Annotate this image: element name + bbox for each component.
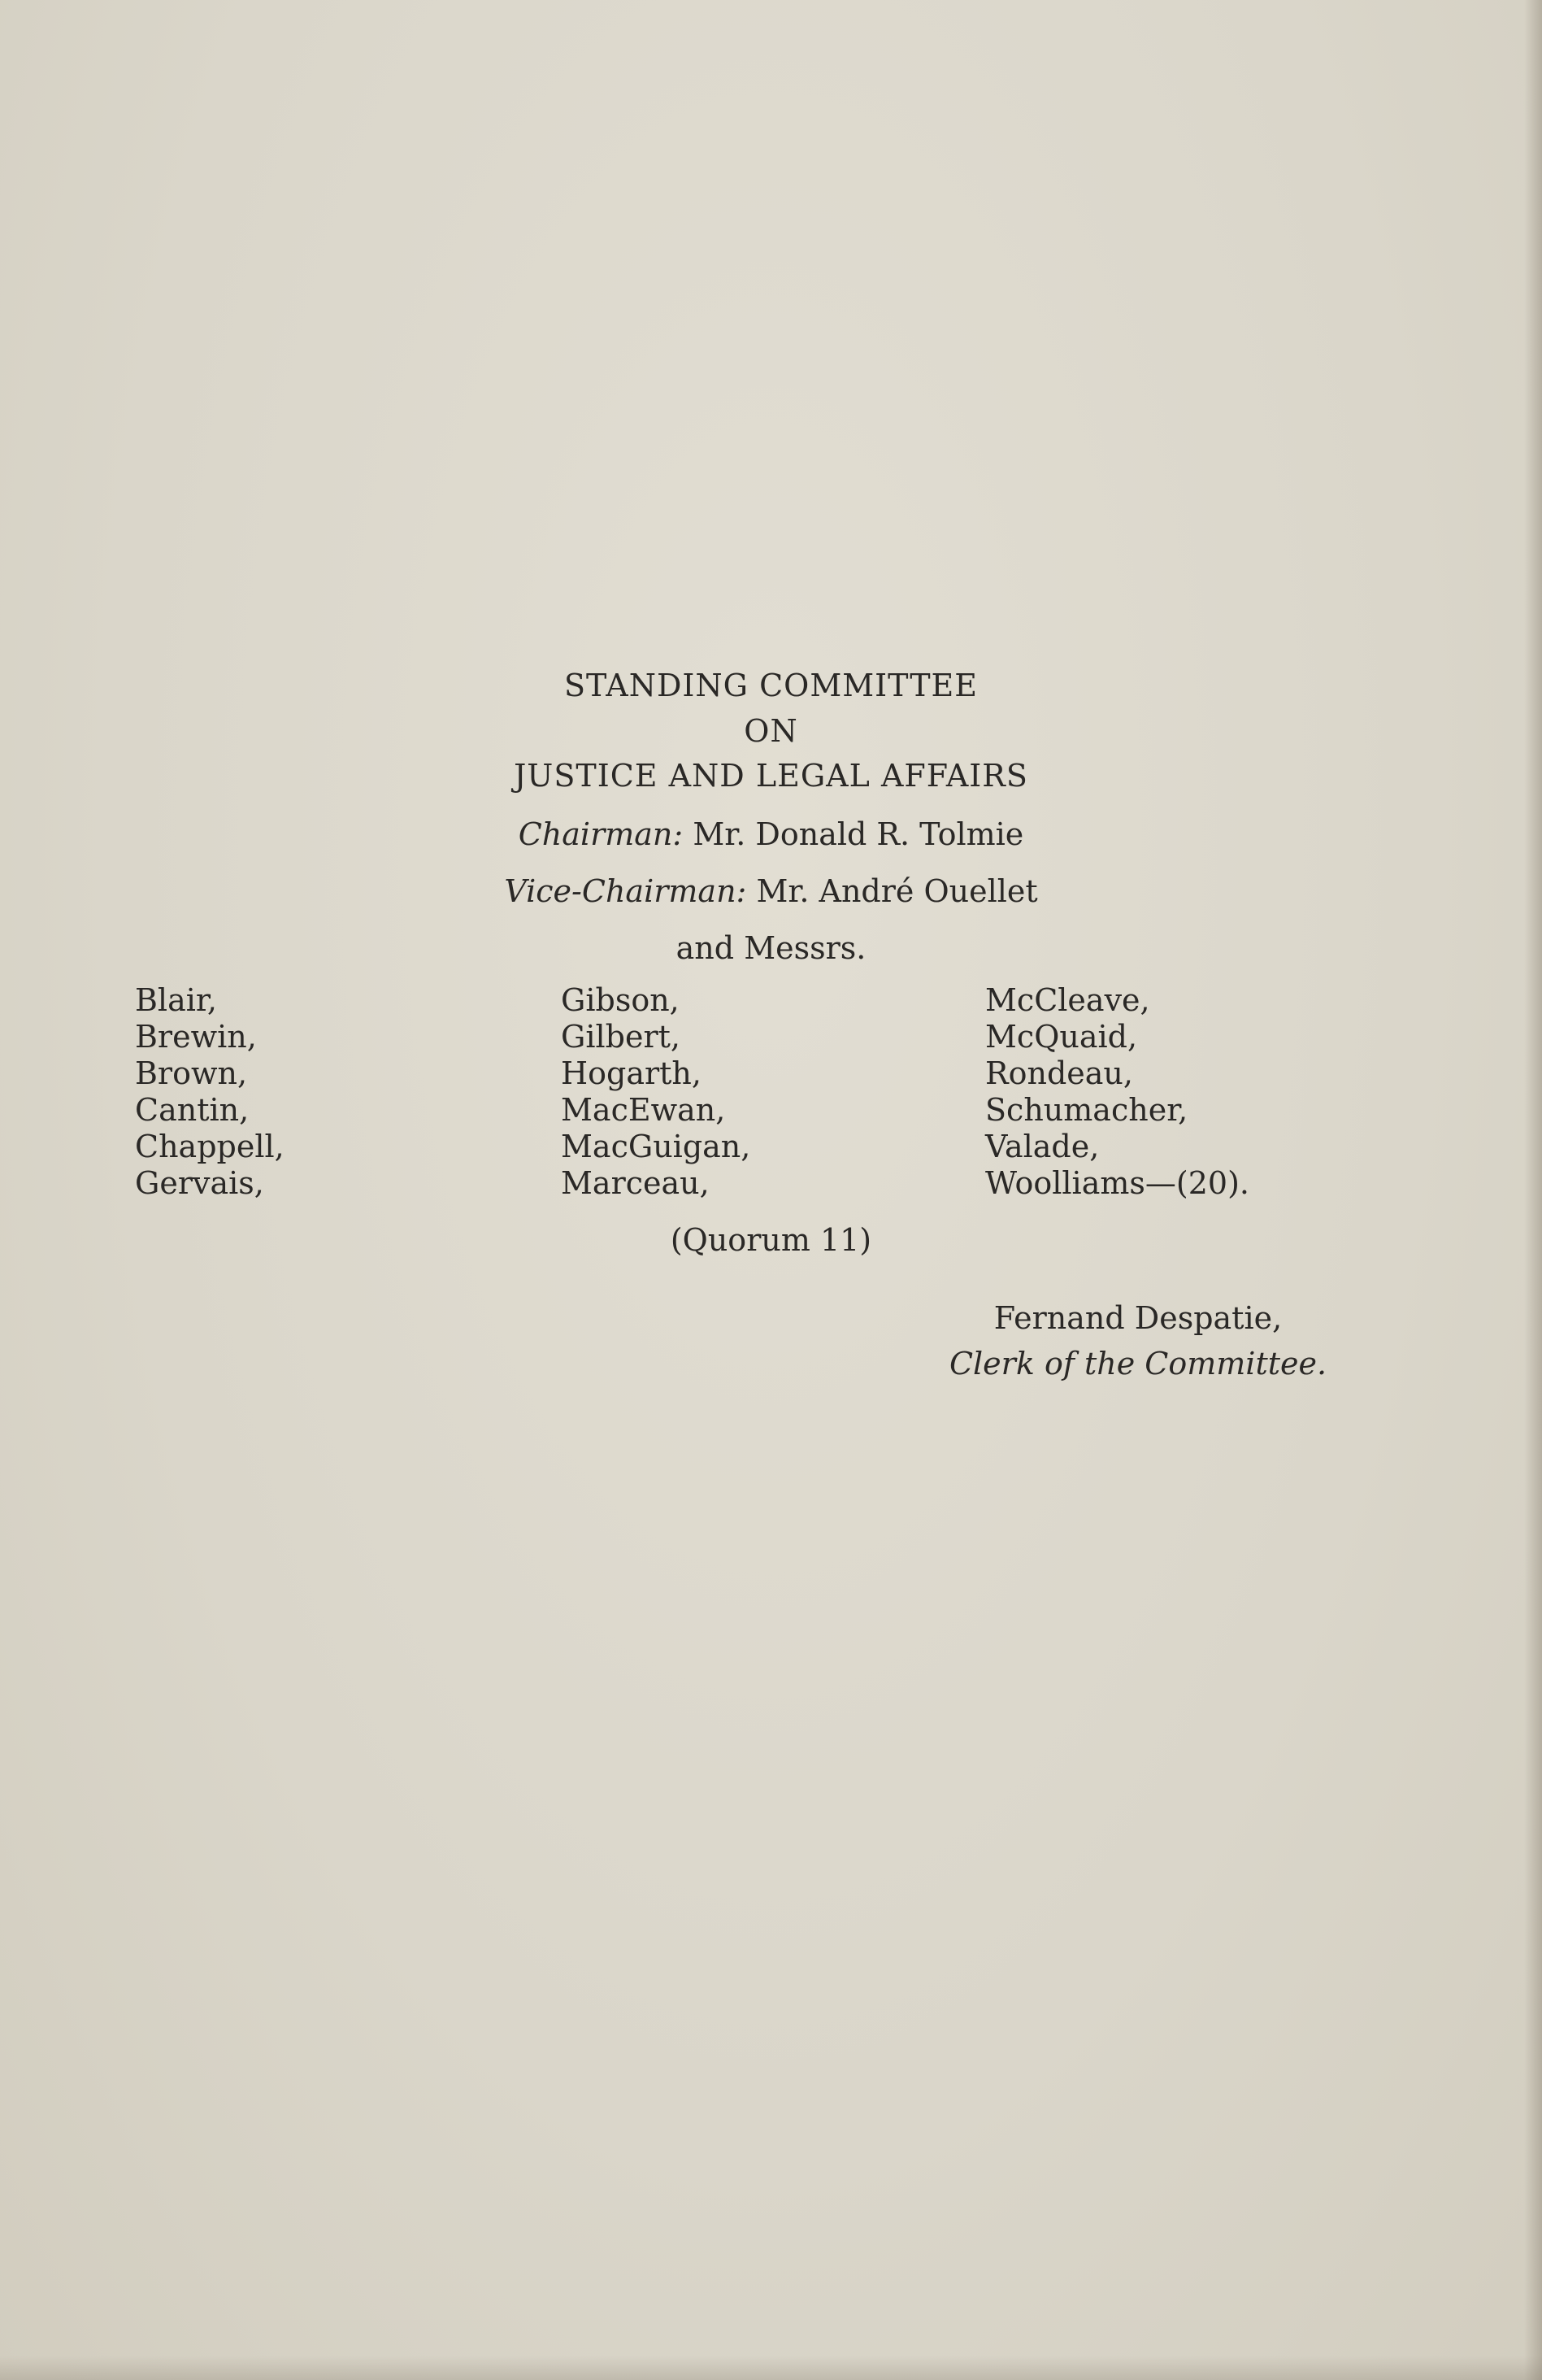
vice-chairman-name: Mr. André Ouellet bbox=[756, 873, 1038, 909]
chairman-line bbox=[0, 816, 1542, 852]
clerk-signature-block bbox=[935, 1295, 1341, 1386]
member-name: Brown, bbox=[135, 1055, 248, 1091]
member-name: Woolliams—(20). bbox=[985, 1165, 1249, 1201]
heading-line-3: JUSTICE AND LEGAL AFFAIRS bbox=[514, 758, 1028, 794]
member-name: Blair, bbox=[135, 982, 217, 1018]
heading-line-2: ON bbox=[744, 713, 798, 749]
page-bottom-shadow bbox=[0, 2356, 1542, 2380]
members-column-3 bbox=[985, 982, 1249, 1202]
vice-chairman-line bbox=[0, 873, 1542, 909]
clerk-title: Clerk of the Committee. bbox=[949, 1346, 1327, 1381]
page-edge-shadow bbox=[1524, 0, 1542, 2380]
member-name: Brewin, bbox=[135, 1019, 257, 1055]
member-name: Gervais, bbox=[135, 1165, 264, 1201]
members-column-1 bbox=[135, 982, 285, 1202]
member-name: MacGuigan, bbox=[561, 1129, 751, 1164]
member-name: Schumacher, bbox=[985, 1092, 1188, 1128]
member-name: McCleave, bbox=[985, 982, 1150, 1018]
member-name: Rondeau, bbox=[985, 1055, 1133, 1091]
quorum: (Quorum 11) bbox=[670, 1222, 872, 1258]
clerk-name: Fernand Despatie, bbox=[993, 1300, 1283, 1336]
member-name: Gilbert, bbox=[561, 1019, 680, 1055]
member-name: Cantin, bbox=[135, 1092, 250, 1128]
member-name: Chappell, bbox=[135, 1129, 285, 1164]
members-column-2 bbox=[561, 982, 750, 1202]
members-intro: and Messrs. bbox=[675, 930, 867, 966]
member-name: MacEwan, bbox=[561, 1092, 726, 1128]
member-name: Hogarth, bbox=[561, 1055, 702, 1091]
chairman-label: Chairman: bbox=[518, 816, 684, 852]
heading-line-1: STANDING COMMITTEE bbox=[563, 668, 979, 703]
vice-chairman-label: Vice-Chairman: bbox=[504, 873, 747, 909]
member-name: McQuaid, bbox=[985, 1019, 1138, 1055]
member-name: Marceau, bbox=[561, 1165, 710, 1201]
member-name: Valade, bbox=[985, 1129, 1100, 1164]
chairman-name: Mr. Donald R. Tolmie bbox=[693, 816, 1024, 852]
member-name: Gibson, bbox=[561, 982, 680, 1018]
